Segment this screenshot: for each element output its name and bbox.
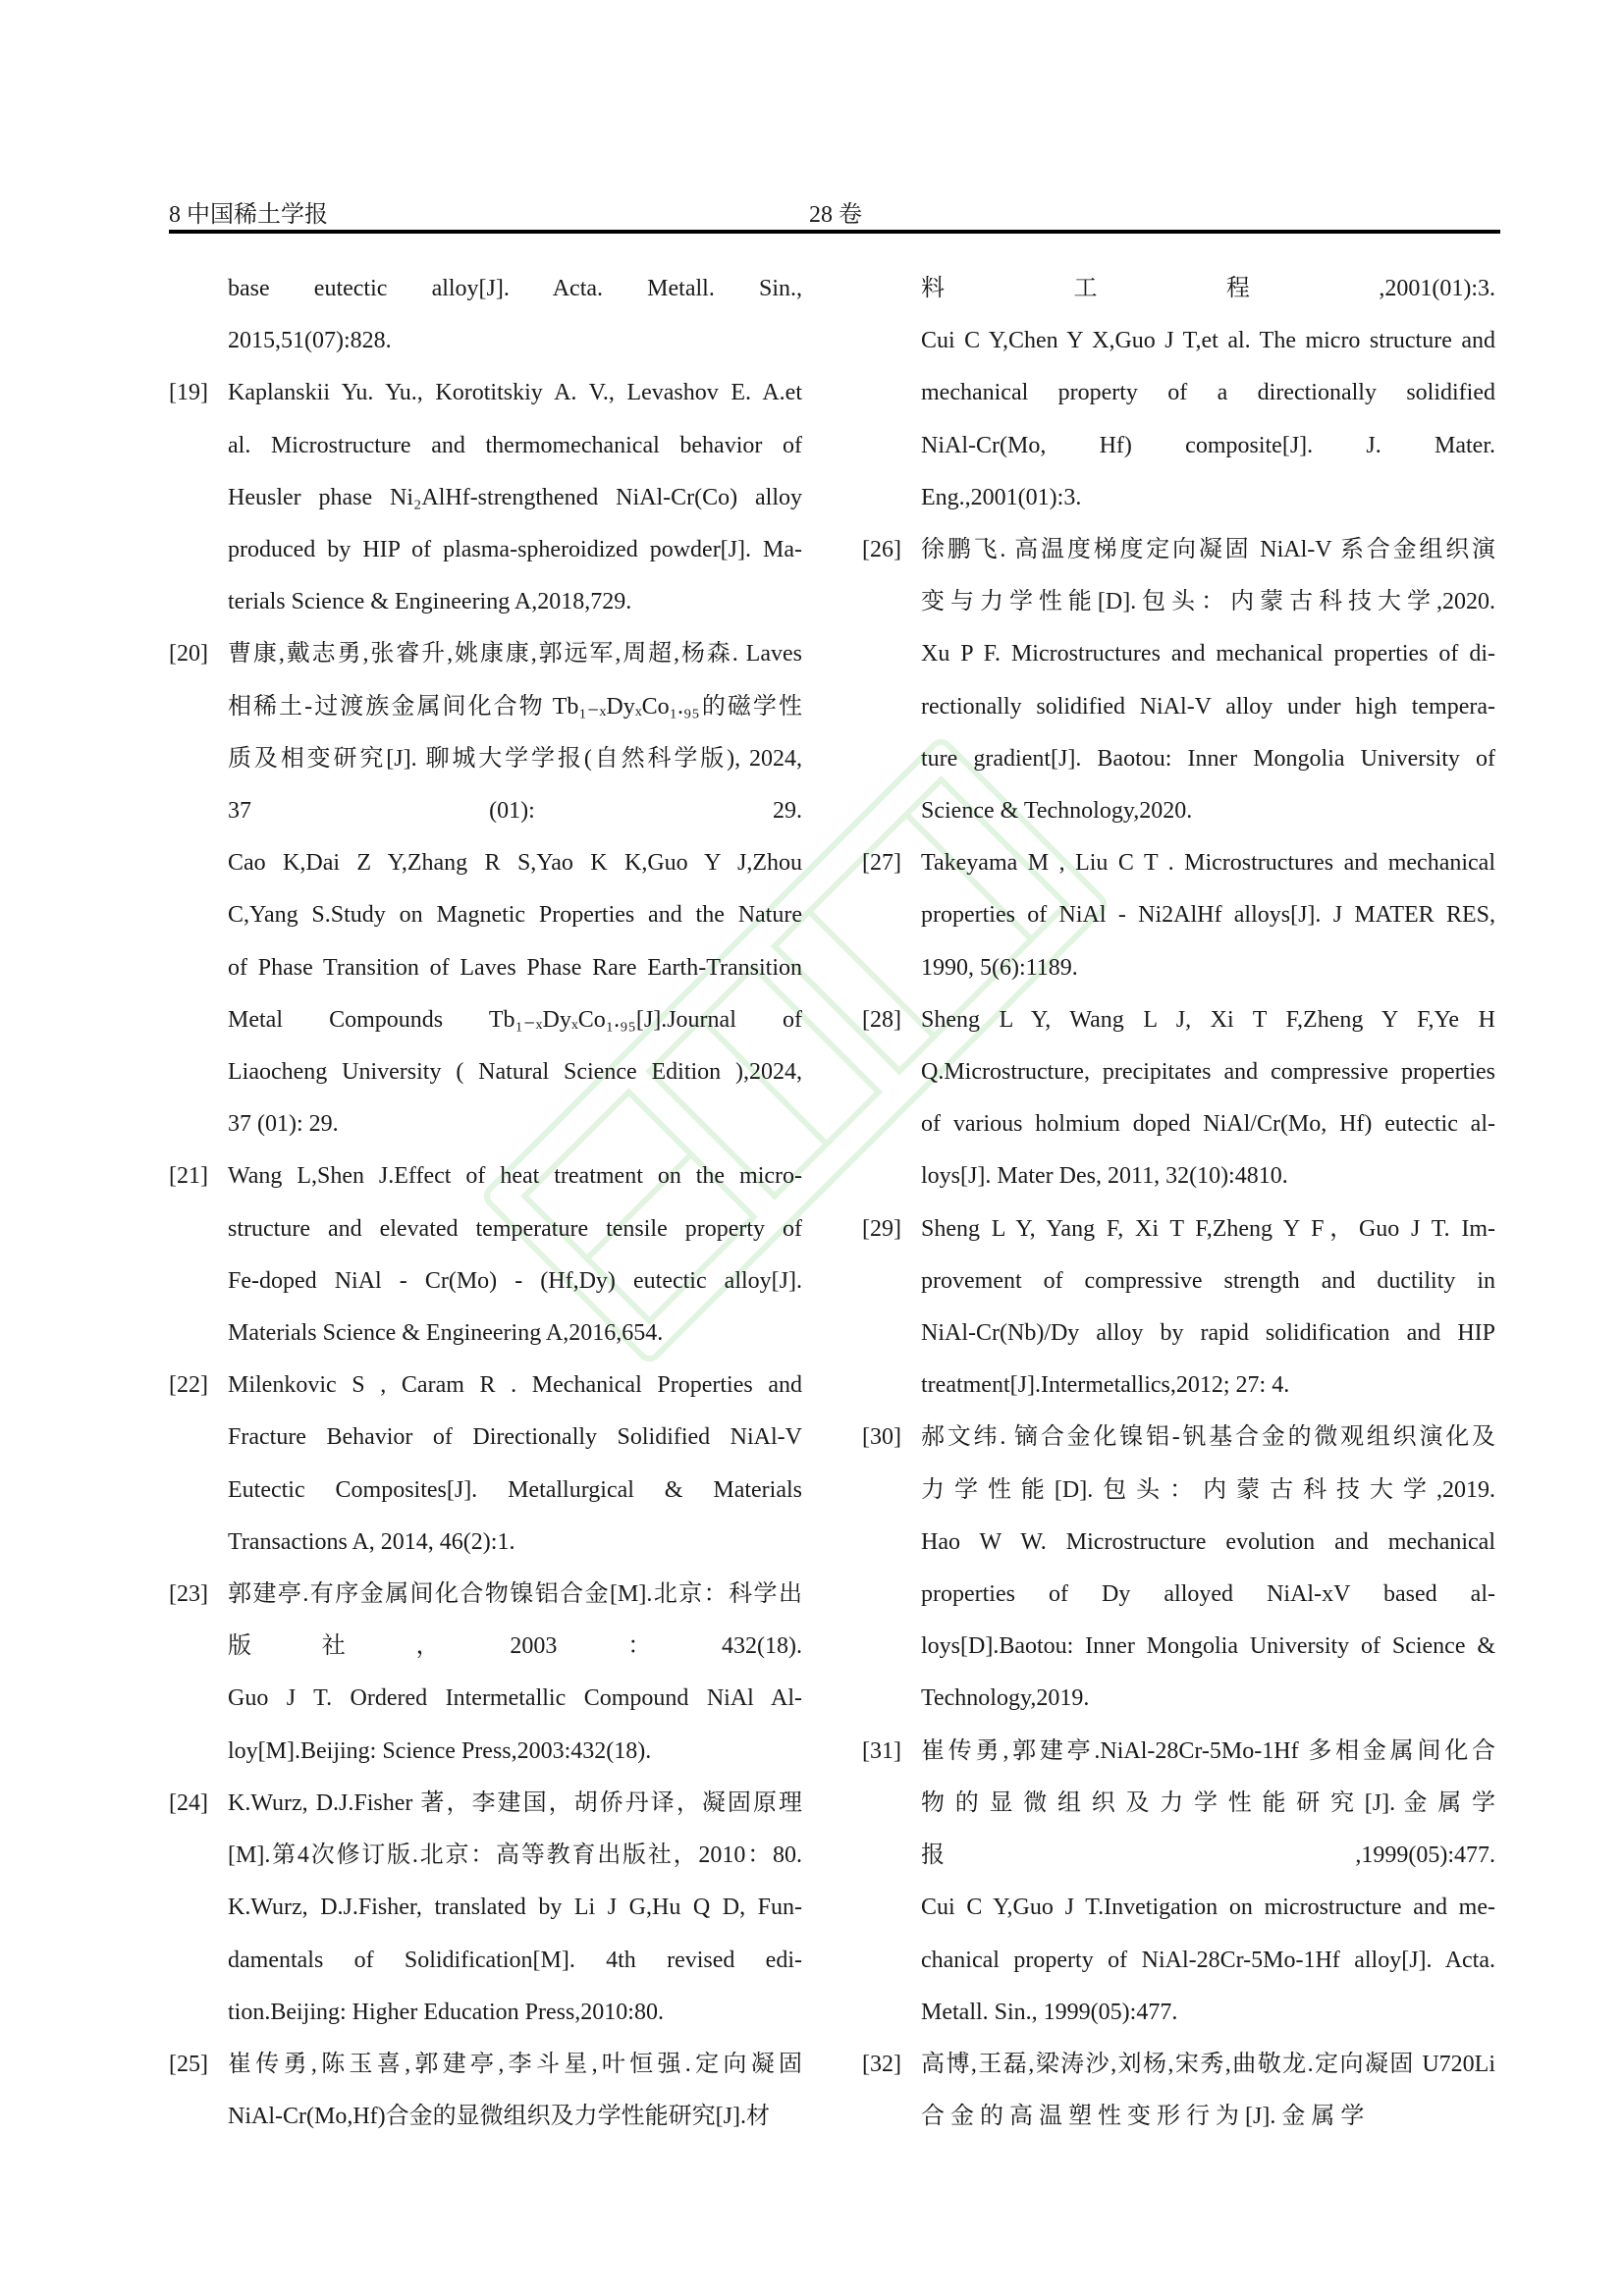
reference-line: 郝文纬. 镝合金化镍铝-钒基合金的微观组织演化及 xyxy=(921,1424,1495,1451)
reference-line: of Phase Transition of Laves Phase Rare Earth-Transition xyxy=(228,954,802,981)
reference-line: 力学性能[D].包头：内蒙古科技大学,2019. xyxy=(921,1476,1495,1503)
reference-line: terials Science & Engineering A,2018,729. xyxy=(228,589,632,615)
reference-line: chanical property of NiAl-28Cr-5Mo-1Hf alloy[J]. Acta. xyxy=(921,1947,1495,1973)
reference-entry xyxy=(862,994,1495,1203)
reference-entry xyxy=(169,1360,802,1569)
reference-line: Science & Technology,2020. xyxy=(921,798,1193,825)
reference-line: 合 金 的 高 温 塑 性 变 形 行 为 [J]. 金 属 学 xyxy=(921,2104,1365,2130)
reference-line: Cao K,Dai Z Y,Zhang R S,Yao K K,Guo Y J,Zhou xyxy=(228,850,802,877)
reference-line: properties of NiAl - Ni2AlHf alloys[J]. J MATER RES, xyxy=(921,902,1495,929)
reference-line: Guo J T. Ordered Intermetallic Compound NiAl Al- xyxy=(228,1685,802,1712)
reference-line: 变与力学性能[D].包头：内蒙古科技大学,2020. xyxy=(921,589,1495,615)
reference-entry xyxy=(862,263,1495,524)
reference-line: Xu P F. Microstructures and mechanical properties of di- xyxy=(921,641,1495,667)
left-column xyxy=(169,263,802,2143)
reference-line: treatment[J].Intermetallics,2012; 27: 4. xyxy=(921,1372,1290,1399)
reference-entry xyxy=(169,1569,802,1778)
reference-line: Sheng L Y, Wang L J, Xi T F,Zheng Y F,Ye H xyxy=(921,1006,1495,1033)
reference-line: 物 的 显 微 组 织 及 力 学 性 能 研 究 [J]. 金 属 学 xyxy=(921,1789,1495,1816)
reference-line: Kaplanskii Yu. Yu., Korotitskiy A. V., Levashov E. A.et xyxy=(228,380,802,406)
reference-entry xyxy=(169,2039,802,2143)
reference-line: rectionally solidified NiAl-V alloy under high tempera- xyxy=(921,693,1495,720)
reference-number: [21] xyxy=(169,1163,208,1190)
reference-line: al. Microstructure and thermomechanical behavior of xyxy=(228,432,802,458)
reference-line: Metal Compounds Tb₁₋ₓDyₓCo₁.₉₅[J].Journal of xyxy=(228,1006,802,1033)
reference-line: 1990, 5(6):1189. xyxy=(921,954,1078,981)
reference-line: damentals of Solidification[M]. 4th revised edi- xyxy=(228,1947,802,1973)
reference-number: [22] xyxy=(169,1372,208,1399)
reference-line: 曹康,戴志勇,张睿升,姚康康,郭远军,周超,杨森. Laves xyxy=(228,641,802,667)
reference-entry xyxy=(862,2039,1495,2143)
reference-entry xyxy=(862,524,1495,837)
reference-line: loys[J]. Mater Des, 2011, 32(10):4810. xyxy=(921,1163,1288,1190)
reference-line: 报,1999(05):477. xyxy=(921,1842,1495,1869)
reference-number: [20] xyxy=(169,641,208,667)
reference-entry xyxy=(862,837,1495,994)
reference-number: [30] xyxy=(862,1424,901,1451)
reference-line: Fracture Behavior of Directionally Solidified NiAl-V xyxy=(228,1424,802,1451)
reference-line: Metall. Sin., 1999(05):477. xyxy=(921,1999,1178,2025)
reference-line: base eutectic alloy[J]. Acta. Metall. Sin., xyxy=(228,276,802,301)
reference-line: provement of compressive strength and ductility in xyxy=(921,1267,1495,1294)
reference-number: [31] xyxy=(862,1737,901,1764)
reference-line: 崔传勇,郭建亭.NiAl-28Cr-5Mo-1Hf 多相金属间化合 xyxy=(921,1737,1495,1764)
reference-line: [M].第4次修订版.北京：高等教育出版社，2010：80. xyxy=(228,1842,802,1869)
reference-line: 2015,51(07):828. xyxy=(228,328,392,354)
reference-line: 37 (01): 29. xyxy=(228,1111,339,1138)
reference-number: [32] xyxy=(862,2051,901,2077)
reference-entry xyxy=(862,1203,1495,1413)
reference-line: NiAl-Cr(Mo,Hf)合金的显微组织及力学性能研究[J].材 xyxy=(228,2104,770,2130)
reference-line: tion.Beijing: Higher Education Press,2010:80. xyxy=(228,1999,664,2025)
running-header xyxy=(169,192,1500,234)
reference-line: NiAl-Cr(Nb)/Dy alloy by rapid solidification and HIP xyxy=(921,1320,1495,1347)
reference-line: K.Wurz, D.J.Fisher, translated by Li J G,Hu Q D, Fun- xyxy=(228,1895,802,1921)
reference-line: Eutectic Composites[J]. Metallurgical & Materials xyxy=(228,1476,802,1503)
reference-number: [25] xyxy=(169,2051,208,2077)
reference-line: Hao W W. Microstructure evolution and mechanical xyxy=(921,1528,1495,1555)
reference-line: Cui C Y,Chen Y X,Guo J T,et al. The micro structure and xyxy=(921,328,1495,354)
reference-line: 徐鹏飞. 高温度梯度定向凝固 NiAl-V 系合金组织演 xyxy=(921,537,1495,563)
header-volume: 28 卷 xyxy=(809,202,862,228)
reference-line: Wang L,Shen J.Effect of heat treatment on the micro- xyxy=(228,1163,802,1190)
reference-line: Transactions A, 2014, 46(2):1. xyxy=(228,1528,515,1555)
reference-line: properties of Dy alloyed NiAl-xV based al- xyxy=(921,1581,1495,1608)
reference-entry xyxy=(169,1778,802,2039)
reference-entry xyxy=(169,1150,802,1360)
reference-number: [29] xyxy=(862,1215,901,1242)
reference-line: Milenkovic S , Caram R . Mechanical Properties and xyxy=(228,1372,802,1399)
reference-line: of various holmium doped NiAl/Cr(Mo, Hf) eutectic al- xyxy=(921,1111,1495,1138)
reference-line: Cui C Y,Guo J T.Invetigation on microstructure and me- xyxy=(921,1895,1495,1921)
reference-line: mechanical property of a directionally solidified xyxy=(921,380,1495,406)
reference-line: Technology,2019. xyxy=(921,1685,1090,1712)
reference-line: Eng.,2001(01):3. xyxy=(921,484,1082,510)
reference-number: [27] xyxy=(862,850,901,877)
reference-number: [26] xyxy=(862,537,901,563)
header-journal: 8 中国稀土学报 xyxy=(169,202,328,228)
reference-line: 质及相变研究[J]. 聊城大学学报(自然科学版), 2024, xyxy=(228,745,802,772)
reference-line: 崔传勇,陈玉喜,郭建亭,李斗星,叶恒强.定向凝固 xyxy=(228,2051,802,2077)
reference-line: Fe-doped NiAl - Cr(Mo) - (Hf,Dy) eutectic alloy[J]. xyxy=(228,1267,802,1294)
reference-number: [24] xyxy=(169,1789,208,1816)
reference-line: 郭建亭.有序金属间化合物镍铝合金[M].北京：科学出 xyxy=(228,1581,802,1608)
right-column xyxy=(862,263,1495,2143)
reference-line: C,Yang S.Study on Magnetic Properties and the Nature xyxy=(228,902,802,929)
reference-line: 相稀土-过渡族金属间化合物 Tb₁₋ₓDyₓCo₁.₉₅的磁学性 xyxy=(228,693,802,720)
reference-line: Sheng L Y, Yang F, Xi T F,Zheng Y F，Guo J T. Im- xyxy=(921,1215,1495,1242)
reference-line: produced by HIP of plasma-spheroidized powder[J]. Ma- xyxy=(228,537,802,563)
reference-line: Materials Science & Engineering A,2016,654. xyxy=(228,1320,664,1347)
reference-line: structure and elevated temperature tensile property of xyxy=(228,1215,802,1242)
reference-entry xyxy=(862,1726,1495,2039)
reference-number: [28] xyxy=(862,1006,901,1033)
reference-line: ture gradient[J]. Baotou: Inner Mongolia University of xyxy=(921,745,1495,772)
reference-entry xyxy=(862,1412,1495,1725)
reference-line: 料工程,2001(01):3. xyxy=(921,276,1495,301)
reference-line: 版社，2003：432(18). xyxy=(228,1633,802,1660)
reference-line: Liaocheng University ( Natural Science Edition ),2024, xyxy=(228,1059,802,1086)
reference-line: 高博,王磊,梁涛沙,刘杨,宋秀,曲敬龙.定向凝固 U720Li xyxy=(921,2051,1495,2077)
reference-entry xyxy=(169,628,802,1150)
reference-line: Heusler phase Ni₂AlHf-strengthened NiAl-Cr(Co) alloy xyxy=(228,484,802,510)
reference-entry xyxy=(169,367,802,628)
reference-line: loy[M].Beijing: Science Press,2003:432(18). xyxy=(228,1737,652,1764)
reference-line: 37 (01): 29. xyxy=(228,798,802,825)
reference-number: [23] xyxy=(169,1581,208,1608)
reference-entry xyxy=(169,263,802,367)
reference-line: loys[D].Baotou: Inner Mongolia University of Science & xyxy=(921,1633,1495,1660)
reference-number: [19] xyxy=(169,380,208,406)
reference-line: Q.Microstructure, precipitates and compressive properties xyxy=(921,1059,1495,1086)
reference-line: K.Wurz, D.J.Fisher 著，李建国，胡侨丹译，凝固原理 xyxy=(228,1789,802,1816)
reference-line: Takeyama M , Liu C T . Microstructures and mechanical xyxy=(921,850,1495,877)
reference-line: NiAl-Cr(Mo, Hf) composite[J]. J. Mater. xyxy=(921,432,1495,458)
